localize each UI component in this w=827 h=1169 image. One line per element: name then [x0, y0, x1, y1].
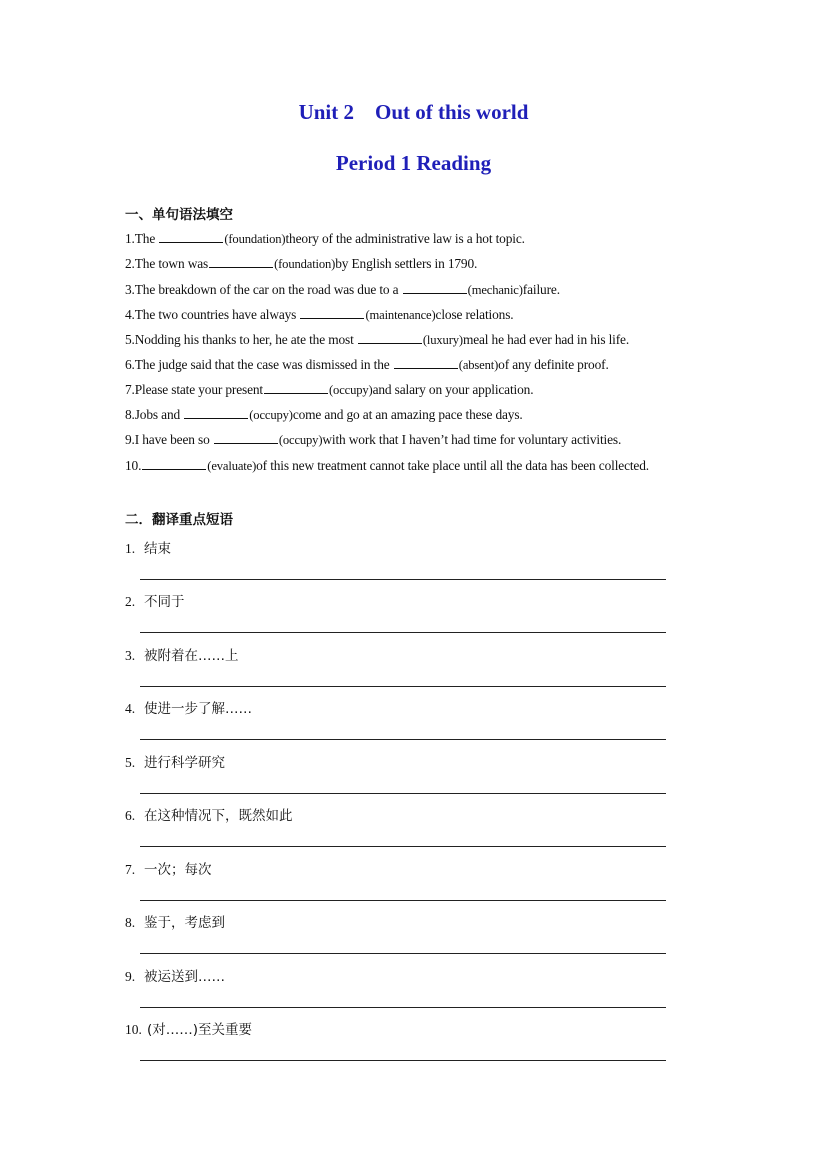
translation-item-10: 10. (对……)至关重要 [125, 1022, 253, 1038]
question-6: 6.The judge said that the case was dismissed in the (absent)of any definite proof. [125, 357, 609, 372]
question-5: 5.Nodding his thanks to her, he ate the most (luxury)meal he had ever had in his life. [125, 332, 630, 347]
answer-blank[interactable] [358, 332, 422, 344]
translation-item-8: 8. 鉴于，考虑到 [125, 915, 225, 931]
question-1: 1.The (foundation)theory of the administrative law is a hot topic. [125, 231, 525, 246]
translation-item-5: 5. 进行科学研究 [125, 755, 225, 771]
answer-blank[interactable] [142, 458, 206, 470]
answer-line-7[interactable] [140, 900, 666, 901]
question-9: 9.I have been so (occupy)with work that I haven’t had time for voluntary activities. [125, 432, 622, 447]
answer-blank[interactable] [184, 407, 248, 419]
period-title: Period 1 Reading [335, 151, 492, 175]
question-8: 8.Jobs and (occupy)come and go at an amazing pace these days. [125, 407, 523, 422]
question-2: 2.The town was (foundation)by English settlers in 1790. [125, 256, 478, 271]
translation-item-4: 4. 使进一步了解…… [125, 701, 252, 717]
answer-line-9[interactable] [140, 1007, 666, 1008]
answer-blank[interactable] [159, 231, 223, 243]
answer-blank[interactable] [394, 357, 458, 369]
translation-item-2: 2. 不同于 [125, 594, 185, 610]
unit-title: Unit 2 Out of this world [298, 100, 529, 124]
answer-line-5[interactable] [140, 793, 666, 794]
translation-item-3: 3. 被附着在……上 [125, 648, 239, 664]
answer-line-6[interactable] [140, 846, 666, 847]
answer-line-10[interactable] [140, 1060, 666, 1061]
question-7: 7.Please state your present (occupy)and salary on your application. [125, 382, 534, 397]
question-10: 10. (evaluate)of this new treatment cannot take place until all the data has been collected. [125, 458, 649, 473]
answer-line-3[interactable] [140, 686, 666, 687]
answer-line-8[interactable] [140, 953, 666, 954]
question-4: 4.The two countries have always (maintenance)close relations. [125, 307, 514, 322]
answer-line-2[interactable] [140, 632, 666, 633]
answer-blank[interactable] [214, 432, 278, 444]
answer-blank[interactable] [300, 307, 364, 319]
question-3: 3.The breakdown of the car on the road was due to a (mechanic)failure. [125, 282, 560, 297]
answer-blank[interactable] [264, 382, 328, 394]
section1-heading: 一、单句语法填空 [125, 207, 233, 223]
translation-item-1: 1. 结束 [125, 541, 171, 557]
answer-line-4[interactable] [140, 739, 666, 740]
answer-blank[interactable] [209, 256, 273, 268]
translation-item-7: 7. 一次；每次 [125, 862, 212, 878]
answer-line-1[interactable] [140, 579, 666, 580]
translation-item-9: 9. 被运送到…… [125, 969, 225, 985]
translation-item-6: 6. 在这种情况下，既然如此 [125, 808, 293, 824]
answer-blank[interactable] [403, 282, 467, 294]
section2-heading: 二．翻译重点短语 [125, 512, 233, 528]
